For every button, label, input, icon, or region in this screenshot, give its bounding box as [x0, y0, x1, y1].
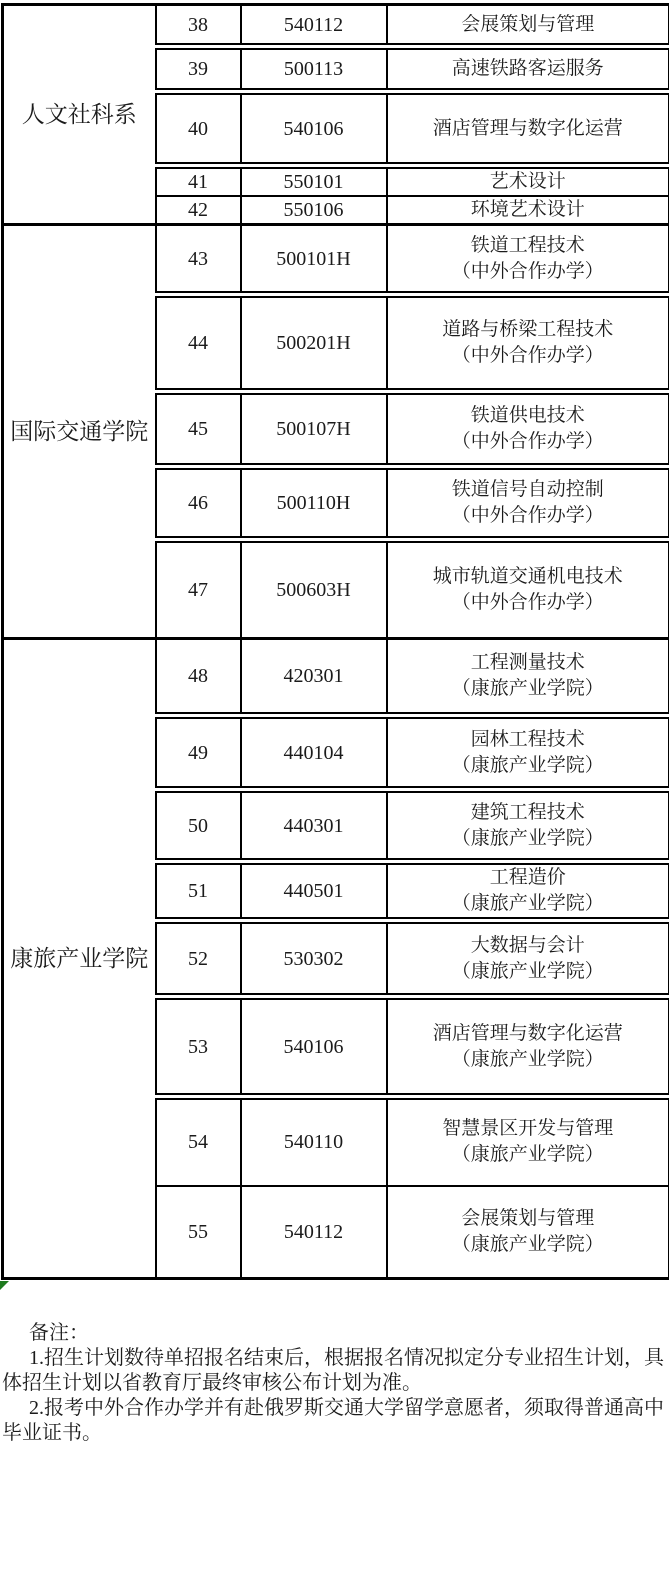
cell-corner-flag-icon — [0, 1281, 9, 1290]
department-cell: 康旅产业学院 — [3, 639, 156, 1279]
major-code-cell: 440501 — [241, 862, 387, 921]
remarks-note-2: 2.报考中外合作办学并有赴俄罗斯交通大学留学意愿者，须取得普通高中毕业证书。 — [2, 1396, 666, 1446]
major-name-cell — [387, 92, 669, 166]
major-code-cell: 530302 — [241, 921, 387, 997]
major-name-cell — [387, 997, 669, 1097]
row-number-cell: 51 — [156, 862, 241, 921]
major-name-cell — [387, 1186, 669, 1279]
major-name-cell — [387, 862, 669, 921]
row-number-cell: 43 — [156, 225, 241, 295]
row-number-cell: 39 — [156, 47, 241, 92]
major-code-cell: 550101 — [241, 166, 387, 197]
major-name-text: 铁道供电技术 — [388, 403, 669, 429]
major-code-cell: 500201H — [241, 295, 387, 392]
admission-plan-page — [0, 3, 669, 1588]
major-name-cell — [387, 639, 669, 716]
campus-note-text: （康旅产业学院） — [388, 826, 669, 852]
major-name-cell — [387, 790, 669, 862]
campus-note-text: （康旅产业学院） — [388, 891, 669, 917]
major-name-text: 高速铁路客运服务 — [388, 56, 669, 82]
major-plan-table-body — [3, 5, 669, 1279]
major-name-cell — [387, 225, 669, 295]
major-name-cell — [387, 5, 669, 47]
major-name-text: 酒店管理与数字化运营 — [388, 1021, 669, 1047]
major-code-cell: 540106 — [241, 92, 387, 166]
row-number-cell: 38 — [156, 5, 241, 47]
major-name-text: 环境艺术设计 — [388, 197, 669, 223]
remarks-section — [0, 1280, 669, 1446]
row-number-cell: 48 — [156, 639, 241, 716]
major-name-cell — [387, 540, 669, 639]
major-name-cell — [387, 47, 669, 92]
major-name-text: 园林工程技术 — [388, 727, 669, 753]
major-code-cell: 550106 — [241, 196, 387, 225]
major-name-cell — [387, 716, 669, 790]
campus-note-text: （康旅产业学院） — [388, 1232, 669, 1258]
table-row — [3, 5, 669, 47]
major-name-cell — [387, 295, 669, 392]
major-name-cell — [387, 392, 669, 467]
major-name-cell — [387, 196, 669, 225]
major-name-text: 艺术设计 — [388, 169, 669, 195]
major-code-cell: 500107H — [241, 392, 387, 467]
row-number-cell: 55 — [156, 1186, 241, 1279]
remarks-title: 备注： — [2, 1321, 666, 1346]
department-cell: 国际交通学院 — [3, 225, 156, 639]
remarks-note-1: 1.招生计划数待单招报名结束后，根据报名情况拟定分专业招生计划，具体招生计划以省教育厅最终审核公布计划为准。 — [2, 1346, 666, 1396]
major-code-cell: 500603H — [241, 540, 387, 639]
row-number-cell: 50 — [156, 790, 241, 862]
row-number-cell: 45 — [156, 392, 241, 467]
major-code-cell: 500110H — [241, 467, 387, 540]
major-name-cell — [387, 921, 669, 997]
row-number-cell: 49 — [156, 716, 241, 790]
major-name-cell — [387, 467, 669, 540]
major-name-text: 工程造价 — [388, 865, 669, 891]
major-code-cell: 540110 — [241, 1097, 387, 1186]
major-code-cell: 540106 — [241, 997, 387, 1097]
major-code-cell: 500113 — [241, 47, 387, 92]
row-number-cell: 52 — [156, 921, 241, 997]
row-number-cell: 44 — [156, 295, 241, 392]
campus-note-text: （康旅产业学院） — [388, 1142, 669, 1168]
campus-note-text: （中外合作办学） — [388, 590, 669, 616]
major-name-cell — [387, 1097, 669, 1186]
campus-note-text: （中外合作办学） — [388, 429, 669, 455]
major-name-cell — [387, 166, 669, 197]
row-number-cell: 54 — [156, 1097, 241, 1186]
table-row — [3, 225, 669, 295]
major-name-text: 大数据与会计 — [388, 933, 669, 959]
row-number-cell: 42 — [156, 196, 241, 225]
major-name-text: 建筑工程技术 — [388, 800, 669, 826]
major-code-cell: 440104 — [241, 716, 387, 790]
row-number-cell: 47 — [156, 540, 241, 639]
row-number-cell: 40 — [156, 92, 241, 166]
major-code-cell: 420301 — [241, 639, 387, 716]
campus-note-text: （康旅产业学院） — [388, 959, 669, 985]
major-name-text: 会展策划与管理 — [388, 1206, 669, 1232]
major-name-text: 酒店管理与数字化运营 — [388, 116, 669, 142]
campus-note-text: （康旅产业学院） — [388, 1047, 669, 1073]
row-number-cell: 46 — [156, 467, 241, 540]
major-plan-table — [1, 3, 669, 1280]
major-code-cell: 500101H — [241, 225, 387, 295]
campus-note-text: （中外合作办学） — [388, 259, 669, 285]
row-number-cell: 53 — [156, 997, 241, 1097]
department-cell: 人文社科系 — [3, 5, 156, 225]
campus-note-text: （中外合作办学） — [388, 503, 669, 529]
major-code-cell: 440301 — [241, 790, 387, 862]
major-name-text: 铁道工程技术 — [388, 233, 669, 259]
campus-note-text: （中外合作办学） — [388, 343, 669, 369]
campus-note-text: （康旅产业学院） — [388, 753, 669, 779]
major-name-text: 工程测量技术 — [388, 650, 669, 676]
major-name-text: 道路与桥梁工程技术 — [388, 317, 669, 343]
major-name-text: 会展策划与管理 — [388, 12, 669, 38]
major-code-cell: 540112 — [241, 5, 387, 47]
major-name-text: 铁道信号自动控制 — [388, 477, 669, 503]
table-row — [3, 639, 669, 716]
major-name-text: 智慧景区开发与管理 — [388, 1116, 669, 1142]
major-code-cell: 540112 — [241, 1186, 387, 1279]
major-name-text: 城市轨道交通机电技术 — [388, 564, 669, 590]
campus-note-text: （康旅产业学院） — [388, 676, 669, 702]
row-number-cell: 41 — [156, 166, 241, 197]
